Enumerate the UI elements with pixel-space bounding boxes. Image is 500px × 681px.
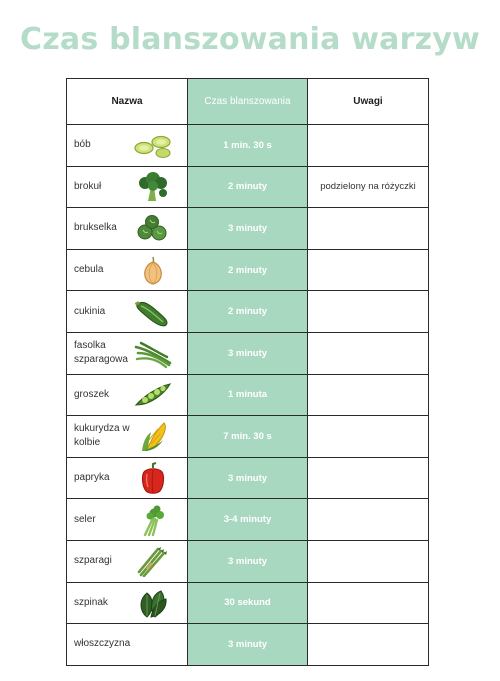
note: podzielony na różyczki [308, 166, 429, 208]
note [308, 125, 429, 167]
table-row [67, 624, 429, 666]
page-title: Czas blanszowania warzyw [20, 22, 480, 57]
table-row [67, 208, 429, 250]
blanching-time: 1 minuta [188, 374, 308, 416]
note [308, 332, 429, 374]
note [308, 416, 429, 458]
vegetable-name: cebula [74, 264, 104, 276]
table-row [67, 416, 429, 458]
onion-icon [133, 254, 173, 286]
spinach-icon [133, 587, 173, 619]
vegetable-name: seler [74, 513, 96, 525]
table-row [67, 166, 429, 208]
vegetable-name: szparagi [74, 555, 112, 567]
vegetable-name-cell [67, 624, 188, 666]
blanching-time: 3-4 minuty [188, 499, 308, 541]
vegetable-name-cell [67, 582, 188, 624]
vegetable-name: papryka [74, 472, 110, 484]
blanching-time: 3 minuty [188, 624, 308, 666]
asparagus-icon [133, 545, 173, 577]
table-row [67, 457, 429, 499]
green-beans-icon [133, 337, 173, 369]
vegetable-name: brokuł [74, 180, 102, 192]
table-row [67, 249, 429, 291]
note [308, 291, 429, 333]
note [308, 540, 429, 582]
corn-cob-icon [133, 420, 173, 452]
blanching-time: 2 minuty [188, 166, 308, 208]
header-notes: Uwagi [308, 79, 429, 125]
vegetable-name-cell [67, 416, 188, 458]
vegetable-name: brukselka [74, 222, 117, 234]
note [308, 249, 429, 291]
blanching-time: 3 minuty [188, 457, 308, 499]
vegetable-name-cell [67, 540, 188, 582]
vegetable-name-cell [67, 125, 188, 167]
bell-pepper-icon [133, 462, 173, 494]
vegetable-name: fasolka szparagowa [74, 340, 128, 366]
broccoli-icon [133, 171, 173, 203]
table-row [67, 540, 429, 582]
note [308, 582, 429, 624]
header-time: Czas blanszowania [188, 79, 308, 125]
broad-bean-icon [133, 129, 173, 161]
vegetable-name: szpinak [74, 596, 108, 608]
vegetable-name: bób [74, 139, 91, 151]
table-row [67, 374, 429, 416]
vegetable-name: groszek [74, 388, 110, 400]
vegetable-name-cell [67, 457, 188, 499]
table-row [67, 291, 429, 333]
table-row [67, 499, 429, 541]
zucchini-icon [133, 296, 173, 328]
blanching-time: 3 minuty [188, 540, 308, 582]
vegetable-name-cell [67, 208, 188, 250]
header-row [67, 79, 429, 125]
note [308, 374, 429, 416]
note [308, 208, 429, 250]
note [308, 624, 429, 666]
brussels-sprouts-icon [133, 212, 173, 244]
table-row [67, 332, 429, 374]
vegetable-name-cell [67, 166, 188, 208]
blanching-time: 3 minuty [188, 208, 308, 250]
vegetable-name-cell [67, 291, 188, 333]
blanching-time: 3 minuty [188, 332, 308, 374]
blanching-time: 2 minuty [188, 249, 308, 291]
celery-icon [133, 504, 173, 536]
vegetable-name-cell [67, 332, 188, 374]
blanching-time: 1 min. 30 s [188, 125, 308, 167]
vegetable-name-cell [67, 374, 188, 416]
blanching-time: 2 minuty [188, 291, 308, 333]
pea-pod-icon [133, 379, 173, 411]
table-row [67, 582, 429, 624]
vegetable-name: cukinia [74, 305, 106, 317]
blanching-time: 7 min. 30 s [188, 416, 308, 458]
vegetable-name: kukurydza w kolbie [74, 423, 130, 449]
vegetable-name-cell [67, 499, 188, 541]
note [308, 457, 429, 499]
vegetable-name-cell [67, 249, 188, 291]
blanching-time: 30 sekund [188, 582, 308, 624]
blanching-table [66, 78, 429, 666]
vegetable-name: włoszczyzna [74, 638, 131, 650]
header-name: Nazwa [67, 79, 188, 125]
note [308, 499, 429, 541]
table-row [67, 125, 429, 167]
